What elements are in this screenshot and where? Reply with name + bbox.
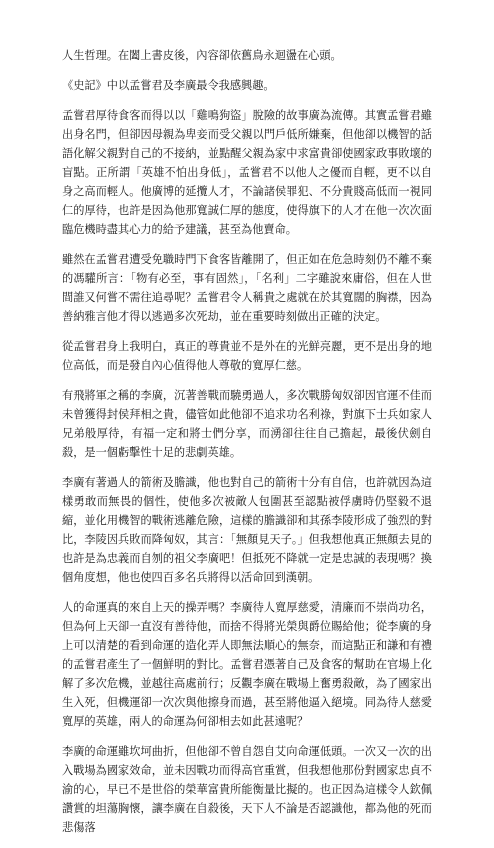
paragraph-4: 雖然在孟嘗君遭受免職時門下食客皆離開了，但正如在危急時刻仍不離不棄的馮驩所言：「物有必至，事有固然」，「名利」二字雖說來庸俗，但在人世間誰又何嘗不需往追尋呢？孟嘗君令人稱貴之處就在於其寬闊的胸襟，因為善納雅言他才得以逃過多次死劫，並在重要時刻做出正確的決定。 [62,253,432,323]
paragraph-1: 人生哲理。在闔上書皮後，內容卻依舊鳥永迴盪在心頭。 [62,49,342,62]
paragraph-8: 人的命運真的來自上天的操弄嗎？李廣待人寬厚慈愛，清廉而不崇尚功名，但為何上天卻一直沒有善待他，而捨不得將光榮與爵位賜給他；從李廣的身上可以清楚的看到命運的造化弄人即無法順心的無奈，而這點正和謙和有禮的孟嘗君產生了一個鮮明的對比。孟嘗君憑著自己及食客的幫助在官場上化解了多次危機，並越往高處前行；反觀李廣在戰場上奮勇殺敵，為了國家出生入死，但機運卻一次次與他擦身而過，甚至將他逼入絕境。同為待人慈愛寬厚的英雄，兩人的命運為何卻相去如此甚遠呢？ [62,601,432,728]
paragraph-6: 有飛將軍之稱的李廣，沉著善戰而驍勇過人，多次戰勝匈奴卻因官運不佳而未曾獲得封侯拜相之貴，儘管如此他卻不追求功名利祿，對旗下士兵如家人兄弟般厚待，有福一定和將士們分享，而湧卻往往自己擔起，最後伏劍自殺，是一個虧擊性十足的悲劇英雄。 [62,389,432,459]
paragraph-2: 《史記》中以孟嘗君及李廣最令我感興趣。 [62,79,275,92]
paragraph-5: 從孟嘗君身上我明白，真正的尊貴並不是外在的光鮮亮麗，更不是出身的地位高低，而是發自內心值得他人尊敬的寬厚仁慈。 [62,340,432,372]
document-page [62,46,432,848]
paragraph-3: 孟嘗君厚待食客而得以以「雞鳴狗盜」脫險的故事廣為流傳。其實孟嘗君雖出身名門，但卻因母親為卑妾而受父親以門戶低所嫌棄，但他卻以機智的話語化解父親對自己的不接納，並點醒父親為家中求富貴卻使國家政事敗壞的盲點。正所謂「英雄不怕出身低」，孟嘗君不以他人之優而自輕，更不以自身之高而輕人。他廣博的延攬人才，不論諸侯罪犯、不分貴賤高低而一視同仁的厚待，也許是因為他那寬誠仁厚的態度，使得旗下的人才在他一次次面臨危機時盡其心力的給予建議，甚至為他賣命。 [62,109,432,236]
paragraph-7: 李廣有著過人的箭術及膽識，他也對自己的箭術十分有自信，也許就因為這樣勇敢而無畏的個性，使他多次被敵人包圍甚至認點被俘虜時仍堅毅不退縮，並化用機智的戰術逃離危險，這樣的膽識卻和其孫李陵形成了強烈的對比，李陵因兵敗而降匈奴，其言：「無顏見天子。」但我想他真正無顏去見的也許是為忠義而自刎的祖父李廣吧！但抵死不降就一定是忠誠的表現嗎？換個角度想，他也使四百多名兵將得以活命回到漢朝。 [62,476,432,584]
paragraph-9: 李廣的命運雖坎坷曲折，但他卻不曾自怨自艾向命運低頭。一次又一次的出入戰場為國家效命，並未因戰功而得高官重賞，但我想他那份對國家忠貞不渝的心，早已不是世俗的榮華富貴所能衡量比擬的。也正因為這樣令人欽佩讚賞的坦蕩胸懷，讓李廣在自殺後，天下人不論是否認識他，都為他的死而悲傷落 [62,745,432,834]
